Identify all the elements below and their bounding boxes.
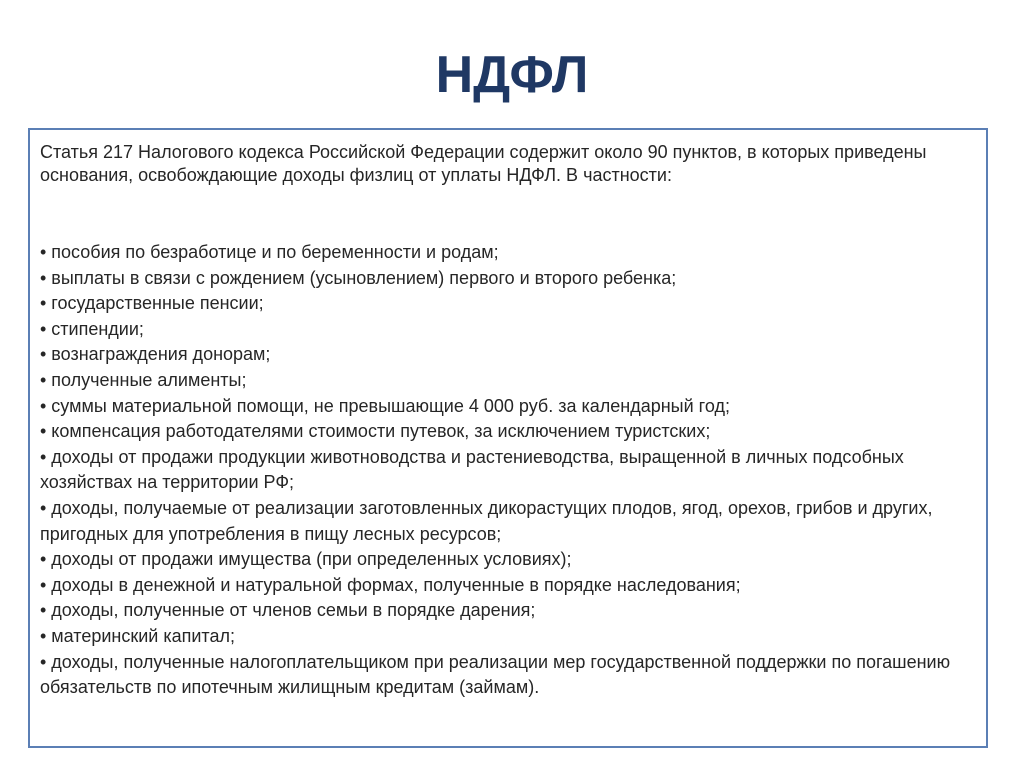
slide-title: НДФЛ (435, 46, 589, 104)
list-item: • суммы материальной помощи, не превышающие 4 000 руб. за календарный год; (40, 395, 730, 416)
intro-paragraph: Статья 217 Налогового кодекса Российской Федерации содержит около 90 пунктов, в которых приведены основания, освобождающие доходы физлиц от уплаты НДФЛ. В частности: (40, 142, 927, 185)
content-box (28, 128, 988, 748)
list-item: • государственные пенсии; (40, 293, 264, 314)
list-item: • вознаграждения донорам; (40, 344, 271, 365)
exemption-list (40, 240, 976, 701)
list-item: • компенсация работодателями стоимости путевок, за исключением туристских; (40, 421, 711, 442)
list-item: • полученные алименты; (40, 369, 247, 390)
list-item: • пособия по безработице и по беременности и родам; (40, 242, 499, 262)
list-item: • доходы, полученные налогоплательщиком при реализации мер государственной поддержки по погашению обязательств по ипотечным жилищным кредитам (займам). (40, 651, 951, 698)
list-item: • доходы в денежной и натуральной формах, полученные в порядке наследования; (40, 574, 741, 595)
list-item: • доходы от продажи имущества (при определенных условиях); (40, 549, 572, 570)
list-item: • выплаты в связи с рождением (усыновлением) первого и второго ребенка; (40, 267, 677, 288)
paragraph-spacer (40, 187, 976, 240)
list-item: • доходы от продажи продукции животноводства и растениеводства, выращенной в личных подсобных хозяйствах на территории РФ; (40, 446, 904, 493)
list-item: • доходы, полученные от членов семьи в порядке дарения; (40, 600, 536, 621)
list-item: • материнский капитал; (40, 625, 235, 646)
list-item: • стипендии; (40, 318, 144, 339)
list-item: • доходы, получаемые от реализации заготовленных дикорастущих плодов, ягод, орехов, грибов и других, пригодных для употребления в пищу лесных ресурсов; (40, 497, 933, 544)
